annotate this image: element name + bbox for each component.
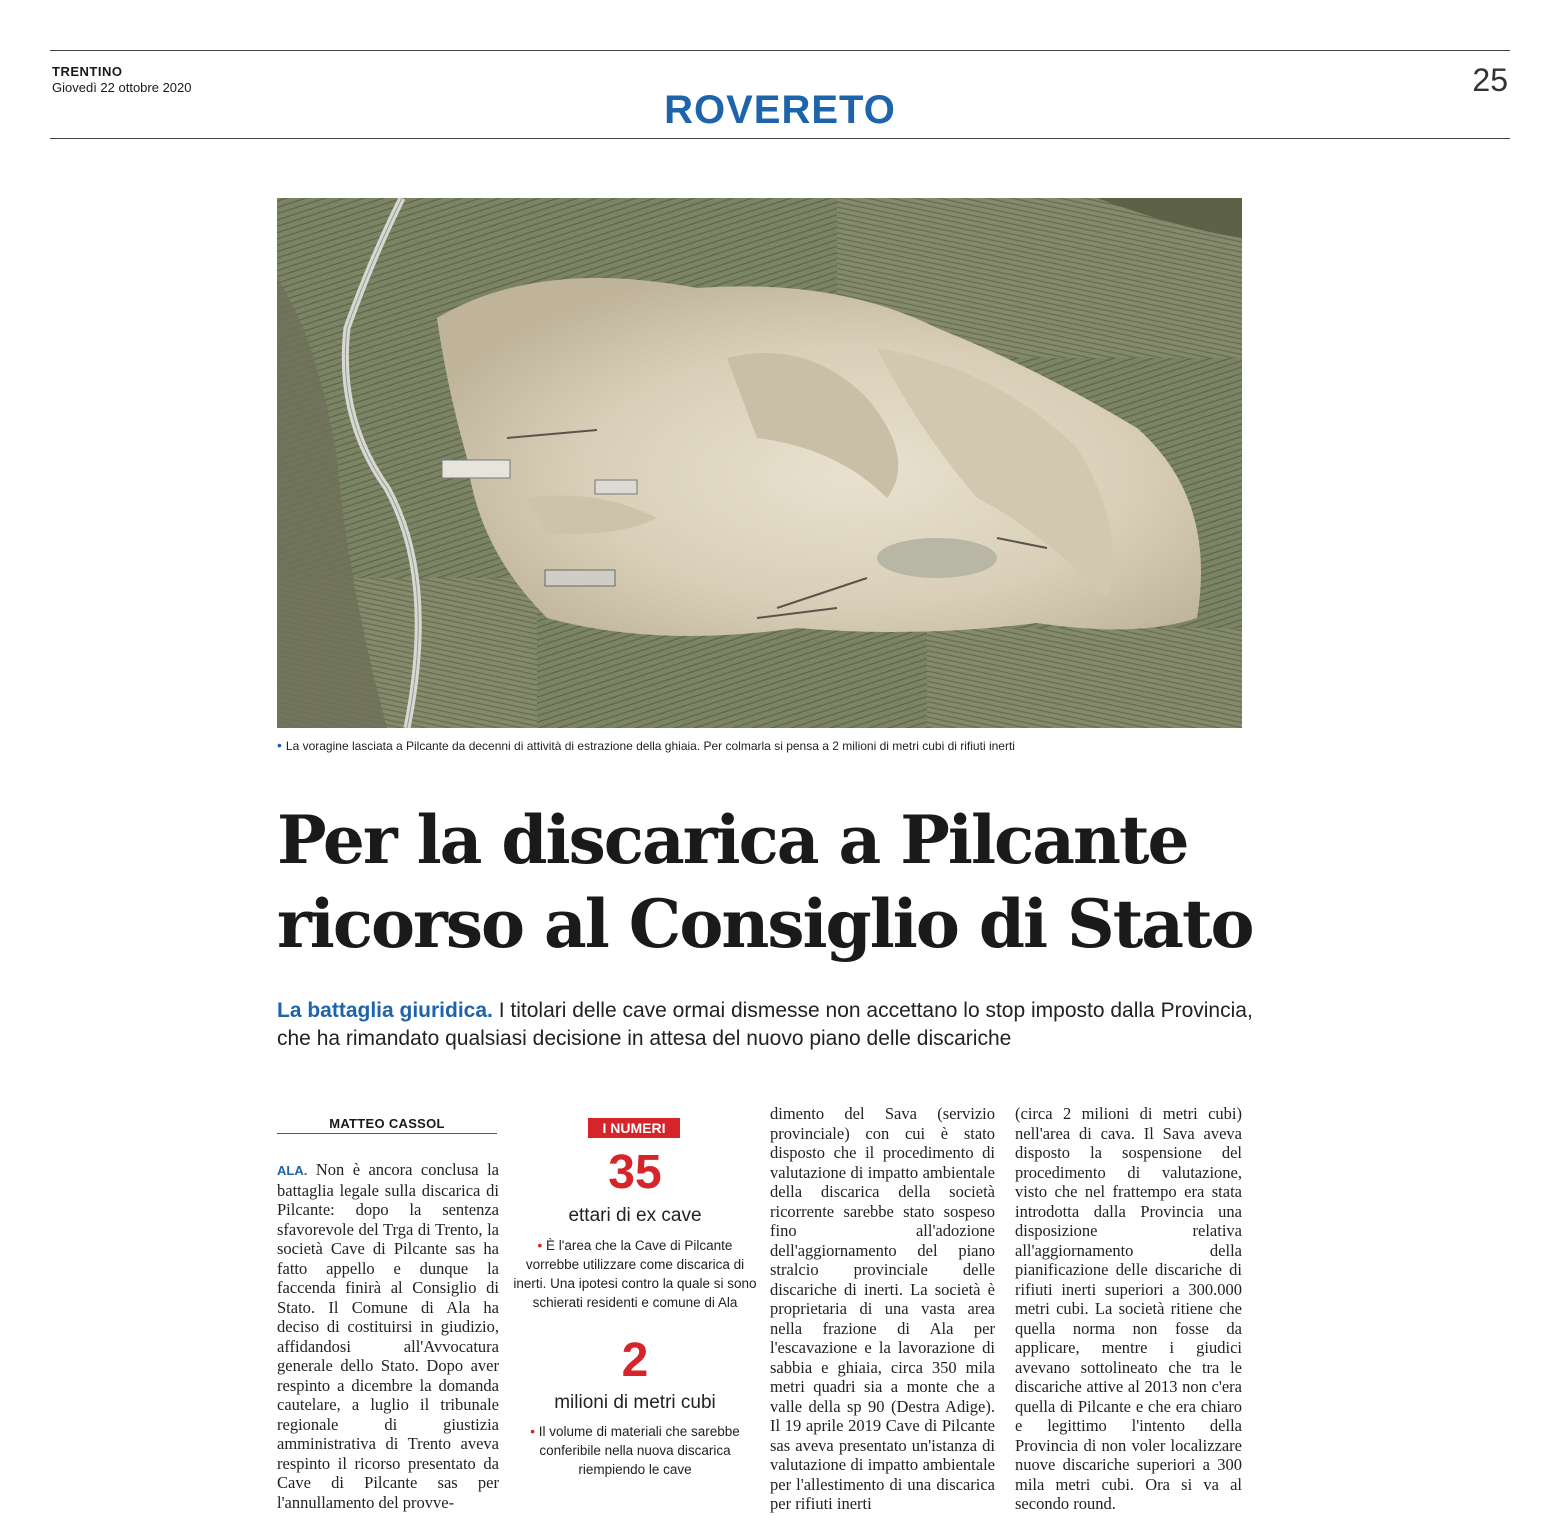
number-unit-1: ettari di ex cave xyxy=(568,1205,702,1226)
subheadline xyxy=(277,997,1267,1053)
header-rule xyxy=(50,138,1510,139)
headline xyxy=(277,798,1277,966)
caption-bullet-icon: • xyxy=(277,737,282,753)
number-unit-2: milioni di metri cubi xyxy=(554,1392,716,1413)
number-desc-2 xyxy=(510,1422,760,1479)
headline-line-2: ricorso al Consiglio di Stato xyxy=(277,885,1253,963)
photo-caption xyxy=(277,737,1242,753)
bullet-icon: • xyxy=(537,1238,547,1253)
top-rule xyxy=(50,50,1510,51)
article-column-1 xyxy=(277,1160,499,1512)
issue-date: Giovedì 22 ottobre 2020 xyxy=(52,80,192,95)
number-desc-1-text: È l'area che la Cave di Pilcante vorrebbe utilizzare come discarica di inerti. Una ipotesi contro la quale si sono schierati residenti e comune di Ala xyxy=(513,1238,757,1310)
subhead-kicker: La battaglia giuridica. xyxy=(277,999,493,1022)
number-value-35: 35 xyxy=(608,1146,662,1199)
article-column-4: (circa 2 milioni di metri cubi) nell'area di cava. Il Sava aveva disposto la sospensione del procedimento di valutazione, visto che nel frattempo era stata introdotta dalla Provincia una disposizione relativa all'aggiornamento della pianificazione delle discariche di rifiuti inerti superiori a 300.000 metri cubi. La società ritiene che quella norma non fosse da applicare, mentre i giudici avevano sottolineato che tra le discariche attive al 2013 non c'era quella di Pilcante e che era chiaro e legittimo l'intento della Provincia di non voler localizzare nuove discariche superiori a 300 mila metri cubi. Ora si va al secondo round. xyxy=(1015,1104,1242,1513)
column-1-text: Non è ancora conclusa la battaglia legale sulla discarica di Pilcante: dopo la sentenza sfavorevole del Trga di Trento, la società Cave di Pilcante sas ha fatto appello e dunque la faccenda finirà al Consiglio di Stato. Il Comune di Ala ha deciso di costituirsi in giudizio, affidandosi all'Avvocatura generale dello Stato. Dopo aver respinto a dicembre la domanda cautelare, a luglio il tribunale regionale di giustizia amministrativa di Trento aveva respinto il ricorso presentato da Cave di Pilcante sas per l'annullamento del provve- xyxy=(277,1160,500,1512)
newspaper-name: TRENTINO xyxy=(52,64,123,79)
bullet-icon: • xyxy=(530,1424,539,1439)
headline-line-1: Per la discarica a Pilcante xyxy=(277,801,1188,879)
numbers-label: I NUMERI xyxy=(588,1118,680,1138)
section-title: ROVERETO xyxy=(664,88,896,132)
quarry-aerial-photo xyxy=(277,198,1242,728)
number-desc-1 xyxy=(510,1236,760,1312)
number-desc-2-text: Il volume di materiali che sarebbe conferibile nella nuova discarica riempiendo le cave xyxy=(538,1424,740,1477)
caption-text: La voragine lasciata a Pilcante da decenni di attività di estrazione della ghiaia. Per colmarla si pensa a 2 milioni di metri cubi di rifiuti inerti xyxy=(285,739,1015,753)
article-column-3: dimento del Sava (servizio provinciale) con cui è stato disposto che il procedimento di valutazione di impatto ambientale della discarica della società ricorrente sarebbe stato sospeso fino all'adozione dell'aggiornamento del piano stralcio provinciale delle discariche di inerti. La società è proprietaria di una vasta area nella frazione di Ala per l'escavazione e la lavorazione di sabbia e ghiaia, circa 350 mila metri quadri sia a monte che a valle della sp 90 (Destra Adige). Il 19 aprile 2019 Cave di Pilcante sas aveva presentato un'istanza di valutazione di impatto ambientale per l'allestimento di una discarica per rifiuti inerti xyxy=(770,1104,995,1513)
byline: MATTEO CASSOL xyxy=(329,1116,445,1131)
number-value-2: 2 xyxy=(621,1334,649,1387)
page-number: 25 xyxy=(1472,62,1508,98)
dateline-place: ALA. xyxy=(277,1163,308,1178)
subhead-text: I titolari delle cave ormai dismesse non accettano lo stop imposto dalla Provincia, che ha rimandato qualsiasi decisione in attesa del nuovo piano delle discariche xyxy=(277,999,1253,1050)
byline-rule xyxy=(277,1133,497,1134)
